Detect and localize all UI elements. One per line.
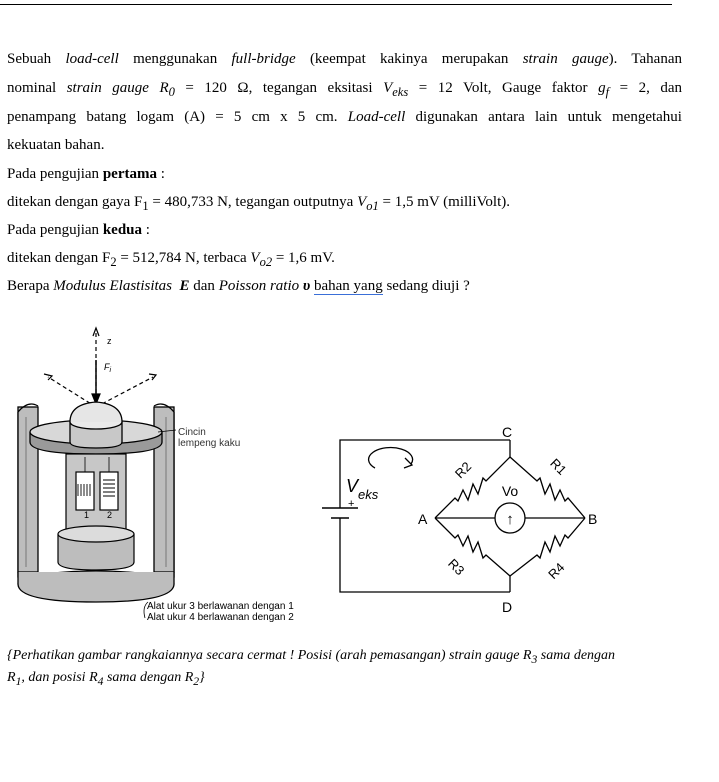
node-a-label: A xyxy=(418,511,428,527)
r4-resistor xyxy=(510,518,585,576)
caption-line-2: $R_1$, dan posisi $R_4$ sama dengan $R_2$} xyxy=(7,669,205,688)
r2-label: R2 xyxy=(451,458,475,482)
problem-line-1: Sebuah load-cell menggunakan full-bridge (keempat kakinya merupakan strain gauge). Tahanan xyxy=(7,51,682,67)
loop-arrow xyxy=(369,448,413,468)
test2-line: ditekan dengan $F_2 = 512,784$ N, terbaca $V_{o2} = 1,6$ mV. xyxy=(7,250,335,269)
test1-line: ditekan dengan gaya $F_1 = 480,733$ N, tegangan outputnya $V_{o1} = 1,5$ mV (milliVolt). xyxy=(7,194,510,213)
node-d-label: D xyxy=(502,599,513,615)
force-label: $F_i$ xyxy=(104,362,112,374)
vo-label: Vo xyxy=(501,483,519,499)
loadcell-figure xyxy=(8,322,320,627)
r1-label: R1 xyxy=(547,455,570,478)
rigid-ring xyxy=(30,402,162,454)
ring-label-1: Cincin xyxy=(178,427,206,438)
r4-label: R4 xyxy=(545,559,568,583)
figure-caption xyxy=(7,647,687,691)
node-b-label: B xyxy=(588,511,598,527)
y-axis-line xyxy=(96,377,153,407)
ring-label-2: lempeng kaku xyxy=(178,438,241,449)
gauge-1-label: 1 xyxy=(84,510,90,520)
node-c-label: C xyxy=(502,424,513,440)
top-rule xyxy=(0,4,672,5)
test2-heading: Pada pengujian kedua : xyxy=(7,222,150,238)
sensing-post xyxy=(58,454,134,570)
r3-label: R3 xyxy=(445,555,468,579)
supply-label: $V_{eks}$ xyxy=(346,476,379,502)
problem-line-4: kekuatan bahan. xyxy=(7,137,105,153)
note-line-1: Alat ukur 3 berlawanan dengan 1 xyxy=(147,601,294,612)
voltmeter-arrow-icon: ↑ xyxy=(506,511,514,528)
battery-plus-sign: + xyxy=(348,498,355,510)
note-line-2: Alat ukur 4 berlawanan dengan 2 xyxy=(147,612,294,623)
problem-line-2: nominal strain gauge $R_0 = 120$ Ω, tegangan eksitasi $V_{eks} = 12$ Volt, Gauge faktor $g_f = 2$, dan xyxy=(7,80,683,99)
loop-arrowhead xyxy=(404,458,412,468)
test1-heading: Pada pengujian pertama : xyxy=(7,166,165,182)
z-axis-label: z xyxy=(107,336,112,346)
question-line: Berapa Modulus Elastisitas E dan Poisson ratio υ bahan yang sedang diuji ? xyxy=(7,278,470,294)
bridge-circuit xyxy=(315,420,615,620)
caption-line-1: {Perhatikan gambar rangkaiannya secara cermat ! Posisi (arah pemasangan) strain gauge $R_3$ sama dengan xyxy=(7,648,616,666)
problem-line-3: penampang batang logam (A) = 5 cm x 5 cm. Load-cell digunakan antara lain untuk mengetahui xyxy=(7,109,682,125)
gauge-2-label: 2 xyxy=(107,510,113,520)
